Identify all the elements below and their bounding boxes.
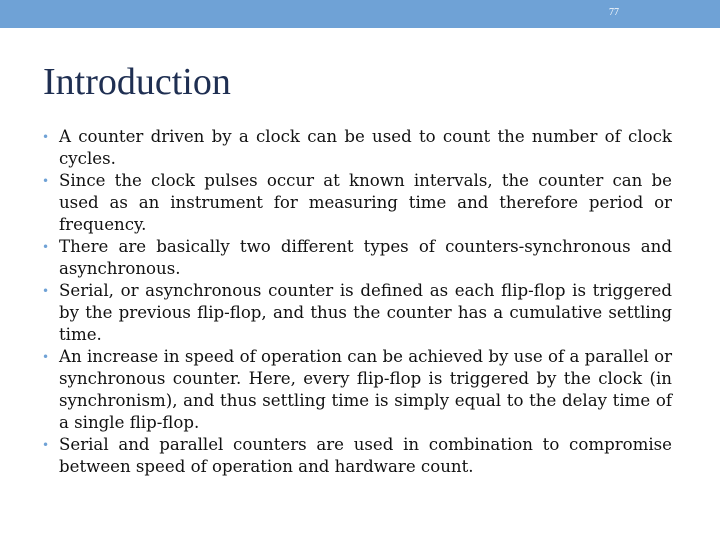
bullet-text: Serial, or asynchronous counter is defined as each flip-flop is triggered by the previous flip-flop, and thus the counter has a cumulative settling time. [59,281,672,344]
bullet-list [42,126,672,478]
bullet-item [42,280,672,346]
page-number: 77 [609,7,619,18]
bullet-text: An increase in speed of operation can be achieved by use of a parallel or synchronous counter. Here, every flip-flop is triggered by the clock (in synchronism), and thus settling time is simply equal to the delay time of a single flip-flop. [59,347,672,432]
bullet-text: A counter driven by a clock can be used to count the number of clock cycles. [59,127,672,168]
slide-title: Introduction [43,61,231,103]
bullet-item [42,434,672,478]
bullet-text: There are basically two different types of counters-synchronous and asynchronous. [59,237,672,278]
bullet-item [42,170,672,236]
bullet-icon: • [42,240,50,254]
bullet-icon: • [42,350,50,364]
bullet-icon: • [42,284,50,298]
bullet-icon: • [42,174,50,188]
bullet-icon: • [42,438,50,452]
bullet-icon: • [42,130,50,144]
bullet-text: Since the clock pulses occur at known intervals, the counter can be used as an instrument for measuring time and therefore period or frequency. [59,171,672,234]
bullet-item [42,346,672,434]
header-bar [0,0,720,28]
bullet-text: Serial and parallel counters are used in combination to compromise between speed of operation and hardware count. [59,435,672,476]
bullet-item [42,236,672,280]
bullet-item [42,126,672,170]
